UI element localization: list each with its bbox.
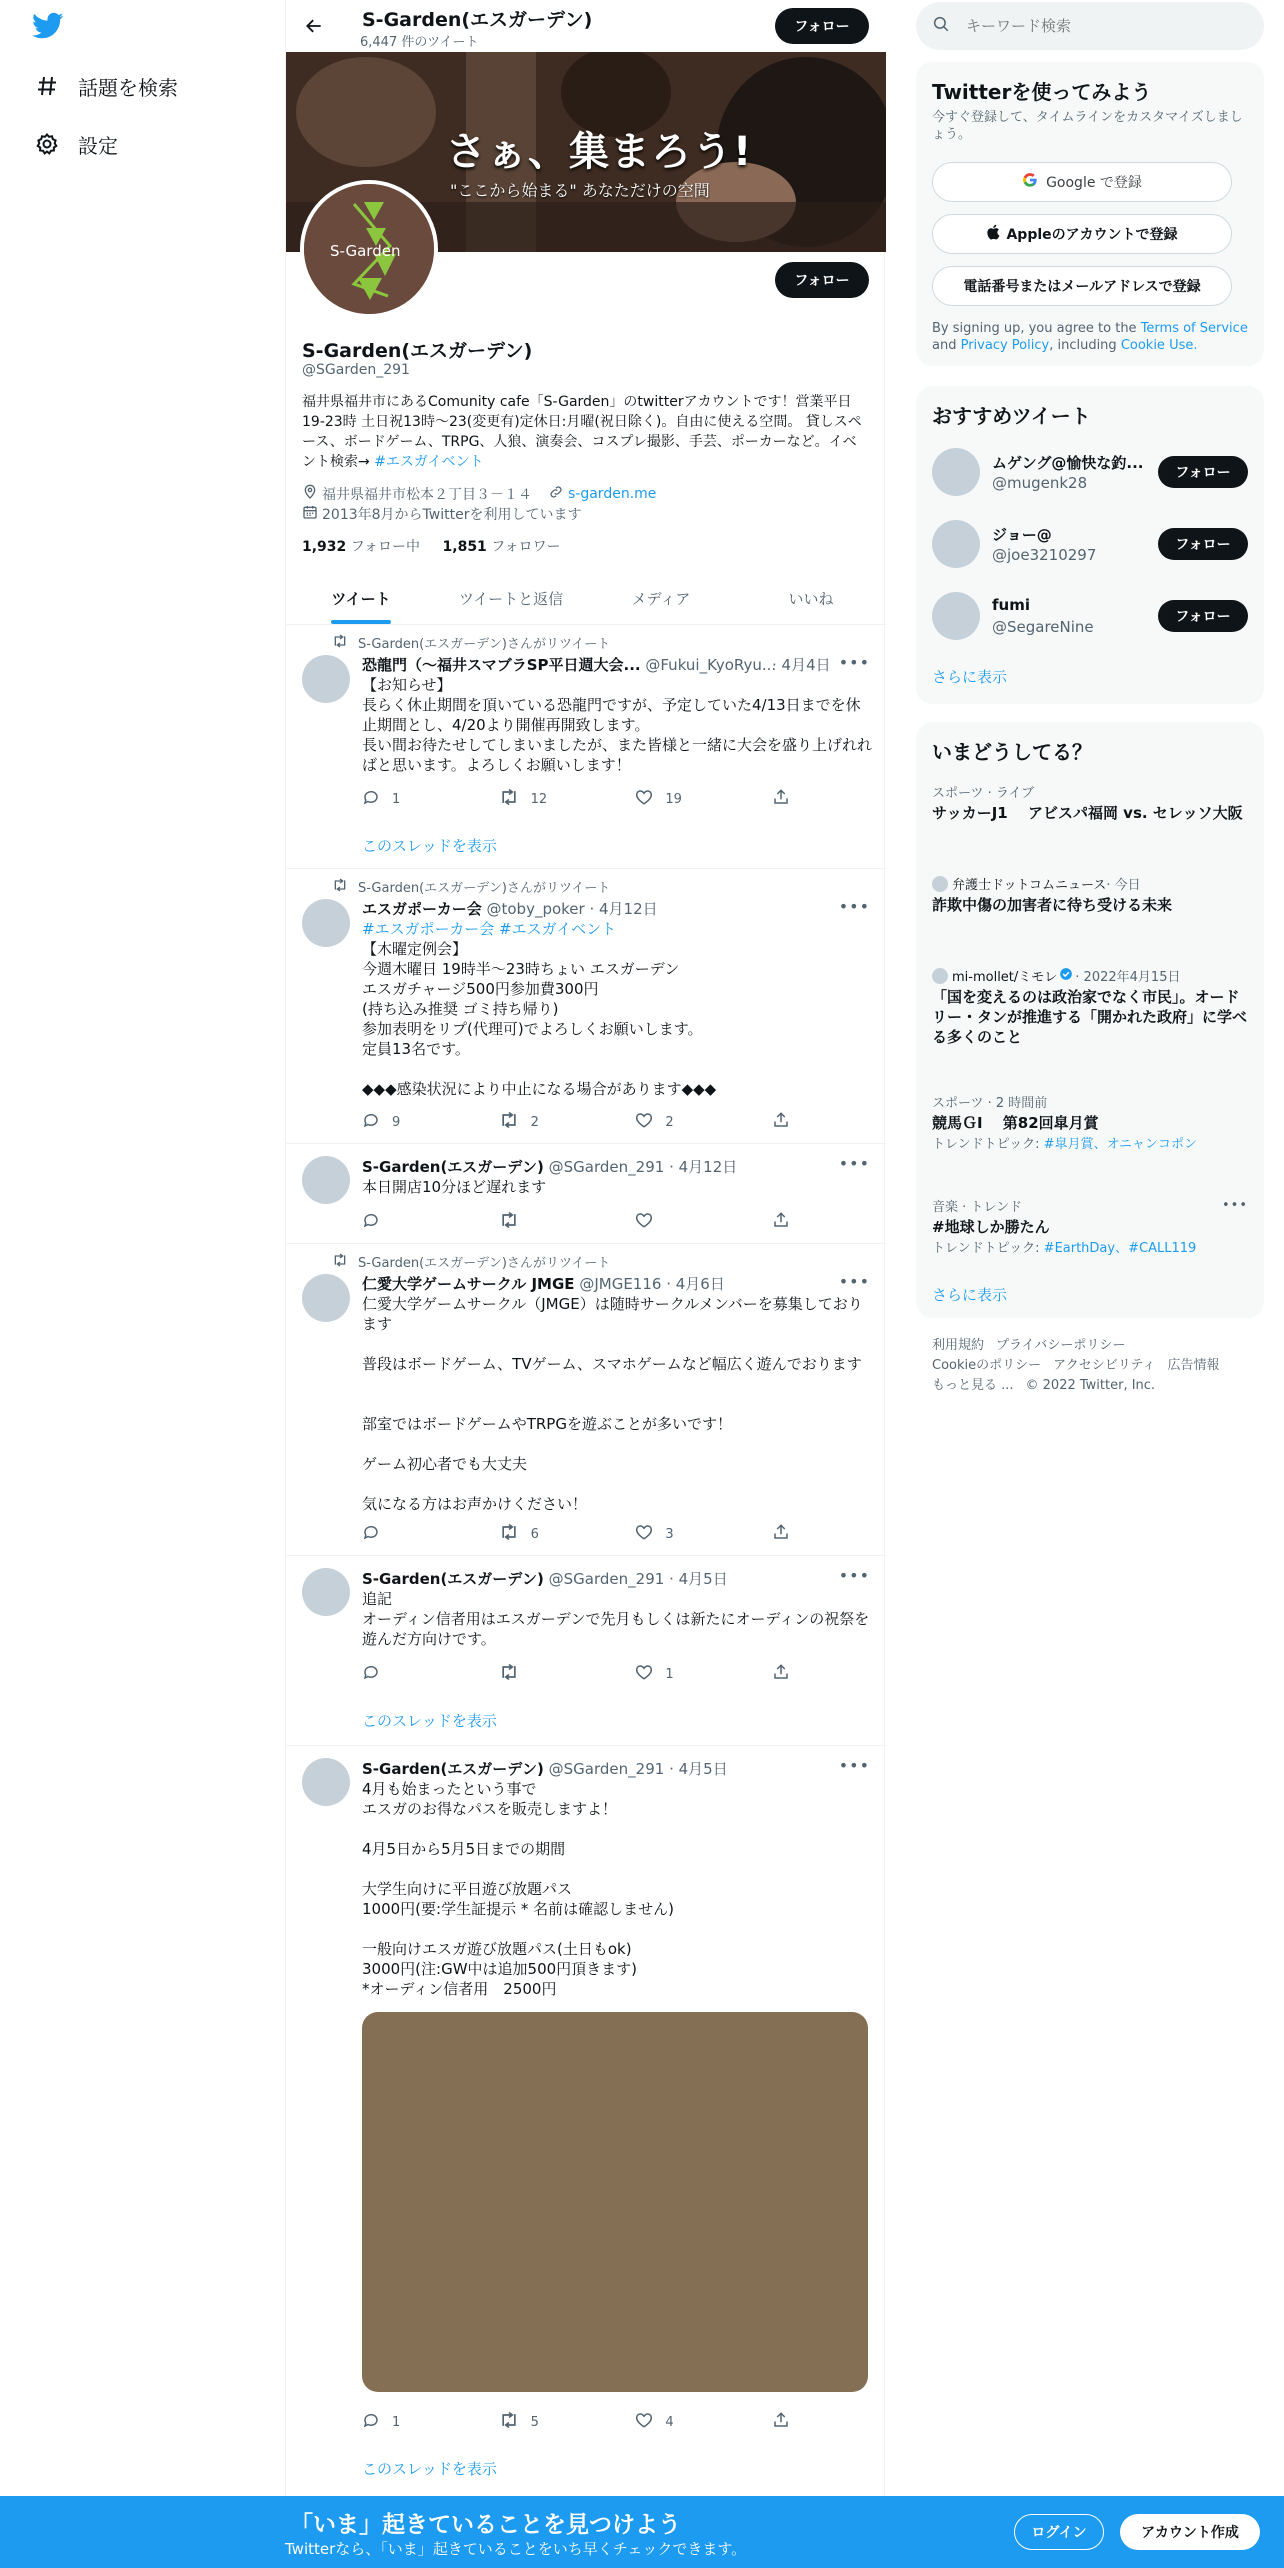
trend-title: 「国を変えるのは政治家でなく市民」。オードリー・タンが推進する「開かれた政府」に学べる多くのこと — [932, 988, 1248, 1046]
hashtag-icon — [32, 74, 62, 98]
recommended-title: おすすめツイート — [932, 404, 1091, 428]
trend-sub-tags[interactable]: #皐月賞、オニャンコポン — [1043, 1137, 1198, 1152]
show-thread-link[interactable]: このスレッドを表示 — [362, 2460, 497, 2478]
profile-header-bar — [286, 0, 886, 52]
like-count: 2 — [665, 1114, 674, 1130]
more-icon[interactable]: ••• — [838, 653, 870, 672]
share-icon — [772, 788, 802, 810]
retweet-context — [332, 633, 610, 652]
tweet-date[interactable]: · 4月5日 — [669, 1570, 728, 1588]
retweet-count: 6 — [530, 1526, 539, 1542]
like-count: 19 — [665, 791, 682, 807]
trend-item[interactable] — [932, 1092, 1248, 1153]
tweet-avatar[interactable] — [302, 655, 350, 703]
profile-bio-text: 福井県福井市にあるComunity cafe「S-Garden」のtwitterアカウントです！営業平日19-23時 土日祝13時〜23(変更有)定休日:月曜(祝日除く)。自由に使える空間。 貸しスペース、ボードゲーム、TRPG、人狼、演奏会、コスプレ撮影、手芸、ポーカーなど。イベント検索→ — [302, 394, 862, 470]
heart-icon — [635, 1111, 665, 1133]
retweet-icon — [499, 1111, 531, 1133]
profile-location: 福井県福井市松本２丁目３－１４ — [322, 487, 532, 503]
recommended-show-more[interactable]: さらに表示 — [932, 668, 1008, 686]
footer-link[interactable]: Cookieのポリシー — [932, 1358, 1042, 1373]
tweet-author-name[interactable]: エスガポーカー会 — [362, 900, 482, 918]
header-follow-button[interactable]: フォロー — [775, 8, 869, 44]
signup-button[interactable]: アカウント作成 — [1120, 2514, 1260, 2550]
apple-signup-label: Appleのアカウントで登録 — [1006, 227, 1178, 243]
reply-count: 1 — [392, 2414, 401, 2430]
trend-title: 競馬ＧⅠ 第82回皐月賞 — [932, 1114, 1099, 1132]
phone-email-signup-button[interactable]: 電話番号またはメールアドレスで登録 — [932, 266, 1232, 306]
search-input[interactable] — [966, 17, 1226, 35]
like-button[interactable] — [635, 2412, 735, 2432]
header-title: S-Garden(エスガーデン) — [362, 9, 593, 31]
tweet-header — [362, 1273, 870, 1294]
google-signup-button[interactable] — [932, 162, 1232, 202]
share-icon — [772, 2411, 802, 2433]
apple-signup-button[interactable] — [932, 214, 1232, 254]
profile-tabs — [286, 572, 886, 625]
trend-title: #地球しか勝たん — [932, 1218, 1050, 1236]
heart-icon — [635, 1523, 665, 1545]
legal-including: , including — [1049, 338, 1121, 353]
retweet-context — [332, 877, 610, 896]
retweet-icon — [499, 2411, 531, 2433]
heart-icon — [635, 788, 665, 810]
nav-settings[interactable] — [32, 124, 118, 164]
more-icon[interactable]: ••• — [838, 1566, 870, 1585]
following-link[interactable] — [302, 539, 420, 555]
share-icon — [772, 1211, 802, 1233]
tweet-avatar[interactable] — [302, 1156, 350, 1204]
reply-icon — [362, 788, 392, 810]
tweet-item[interactable] — [286, 1556, 886, 1746]
reply-button[interactable] — [362, 1212, 462, 1232]
recommended-user-handle: @SegareNine — [992, 618, 1094, 636]
apple-icon — [986, 224, 1000, 244]
tweet-author-name[interactable]: S-Garden(エスガーデン) — [362, 1760, 544, 1778]
trend-item[interactable] — [932, 1196, 1248, 1257]
like-count: 1 — [665, 1666, 674, 1682]
share-button[interactable] — [772, 1112, 792, 1132]
tweet-actions — [362, 1212, 792, 1232]
heart-icon — [635, 2411, 665, 2433]
share-button[interactable] — [772, 1524, 792, 1544]
trend-sub-tags[interactable]: #EarthDay、#CALL119 — [1043, 1241, 1197, 1256]
retweet-icon — [332, 1253, 358, 1271]
signup-desc: 今すぐ登録して、タイムラインをカスタマイズしましょう。 — [932, 110, 1243, 142]
profile-bio-hashtag[interactable]: #エスガイベント — [374, 454, 484, 470]
retweet-icon — [499, 1523, 531, 1545]
tweet-actions — [362, 1112, 792, 1132]
tweet-header — [362, 1156, 870, 1177]
tweet-author-handle[interactable]: @Fukui_KyoRyu... — [645, 656, 777, 674]
tweet-item[interactable] — [286, 1746, 886, 2496]
avatar-logo-text: S-Garden — [330, 242, 401, 260]
trend-meta — [932, 874, 1248, 893]
tweet-author-name[interactable]: 恐龍門（～福井スマブラSP平日週大会... — [362, 656, 641, 674]
avatar[interactable] — [932, 520, 980, 568]
publisher-avatar — [932, 876, 948, 892]
trend-meta — [932, 966, 1248, 985]
banner-headline: さぁ、集まろう! — [446, 129, 753, 175]
tweet-avatar[interactable] — [302, 1568, 350, 1616]
tweet-text: 4月も始まったという事で エスガのお得なパスを販売しますよ！ 4月5日から5月5日までの期間 大学生向けに平日遊び放題パス 1000円(要:学生証提示 * 名前は確認しません) 一般向けエスガ遊び放題パス(土日もok) 3000円(注:GW中は追加500円頂きます) *オーディン信者用 2500円 — [362, 1780, 674, 1998]
reply-icon — [362, 1111, 392, 1133]
share-icon — [772, 1663, 802, 1685]
trends-card — [916, 722, 1264, 1318]
retweet-context — [332, 1252, 610, 1271]
follow-button[interactable]: フォロー — [1158, 456, 1248, 488]
tweet-actions — [362, 1664, 792, 1684]
tweet-author-name[interactable]: 仁愛大学ゲームサークル JMGE — [362, 1275, 575, 1293]
tweet-header — [362, 1758, 870, 1779]
trend-sub-label: トレンドトピック: — [932, 1241, 1044, 1256]
tweet-author-handle[interactable]: @SGarden_291 — [548, 1158, 665, 1176]
retweet-label: S-Garden(エスガーデン)さんがリツイート — [358, 1256, 611, 1271]
login-button[interactable]: ログイン — [1014, 2514, 1104, 2550]
tweet-text: 【木曜定例会】 今週木曜日 19時半〜23時ちょい エスガーデン エスガチャージ500円参加費300円 (持ち込み推奨 ゴミ持ち帰り) 参加表明をリプ(代理可)でよろしくお願いします。 定員13名です。 ◆◆◆感染状況により中止になる場合があります◆◆◆ — [362, 940, 717, 1098]
tweet-header — [362, 1568, 870, 1589]
reply-icon — [362, 2411, 392, 2433]
tweet-text: 【お知らせ】 長らく休止期間を頂いている恐龍門ですが、予定していた4/13日までを休止期間とし、4/20より開催再開致します。 長い間お待たせしてしまいましたが、また皆様と一緒に大会を盛り上げれればと思います。よろしくお願いします！ — [362, 676, 873, 774]
followers-count: 1,851 — [442, 539, 487, 555]
avatar[interactable] — [932, 448, 980, 496]
heart-icon — [635, 1663, 665, 1685]
tab-tweets-replies[interactable]: ツイートと返信 — [458, 589, 564, 608]
tweet-header — [362, 654, 806, 675]
retweet-button[interactable] — [499, 1212, 599, 1232]
like-button[interactable] — [635, 1112, 735, 1132]
like-button[interactable] — [635, 1212, 735, 1232]
retweet-button[interactable] — [499, 1112, 599, 1132]
recommended-user[interactable] — [916, 580, 1264, 652]
share-icon — [772, 1111, 802, 1133]
profile-joined-row — [302, 504, 581, 524]
recommended-user[interactable] — [916, 508, 1264, 580]
tweet-header — [362, 898, 870, 919]
tos-link[interactable]: Terms of Service — [1140, 321, 1248, 336]
retweet-button[interactable] — [499, 789, 599, 809]
tweet-text: 本日開店10分ほど遅れます — [362, 1178, 547, 1196]
publisher-avatar — [932, 968, 948, 984]
share-button[interactable] — [772, 1212, 792, 1232]
tweet-text: 追記 オーディン信者用はエスガーデンで先月もしくは新たにオーディンの祝祭を遊んだ方向けです。 — [362, 1590, 870, 1648]
recommended-user-name[interactable]: ジョー@ — [992, 526, 1052, 544]
share-icon — [772, 1523, 802, 1545]
google-icon — [1022, 172, 1038, 192]
trend-meta: スポーツ · ライブ — [932, 786, 1035, 801]
footer-link[interactable]: アクセシビリティ — [1053, 1358, 1156, 1373]
retweet-icon — [499, 788, 531, 810]
tweet-actions — [362, 2412, 792, 2432]
signup-card — [916, 62, 1264, 366]
login-prompt-bar — [0, 2496, 1284, 2568]
tweet-media-image[interactable] — [362, 2012, 868, 2392]
nav-explore[interactable] — [32, 66, 178, 106]
like-count: 4 — [665, 2414, 674, 2430]
tweet-avatar[interactable] — [302, 1274, 350, 1322]
retweet-icon — [499, 1211, 531, 1233]
more-icon[interactable]: ••• — [838, 1756, 870, 1775]
tweet-actions — [362, 1524, 792, 1544]
trend-more-icon[interactable]: ••• — [1221, 1198, 1248, 1213]
more-icon[interactable]: ••• — [838, 1272, 870, 1291]
legal-text: By signing up, you agree to the — [932, 321, 1141, 336]
footer-links — [932, 1336, 1252, 1396]
retweet-button[interactable] — [499, 1664, 599, 1684]
following-label: フォロー中 — [350, 539, 421, 555]
following-count: 1,932 — [302, 539, 347, 555]
recommended-user-name[interactable]: fumi — [992, 596, 1030, 614]
followers-label: フォロワー — [491, 539, 561, 555]
tweet-author-handle[interactable]: @JMGE116 — [579, 1275, 662, 1293]
tweet-date[interactable]: · 4月12日 — [589, 900, 658, 918]
reply-icon — [362, 1211, 392, 1233]
retweet-label: S-Garden(エスガーデン)さんがリツイート — [358, 881, 611, 896]
tab-tweets[interactable]: ツイート — [286, 572, 436, 624]
trend-item[interactable] — [932, 782, 1248, 823]
more-icon[interactable]: ••• — [838, 1154, 870, 1173]
nav-settings-label: 設定 — [78, 133, 118, 158]
tweet-item[interactable] — [286, 1244, 886, 1556]
back-arrow-icon[interactable] — [300, 12, 328, 40]
bottom-title: 「いま」起きていることを見つけよう — [290, 2512, 681, 2538]
recommended-user-handle: @mugenk28 — [992, 474, 1088, 492]
search-icon — [932, 15, 950, 37]
trend-time: · 2022年4月15日 — [1075, 970, 1181, 985]
tweet-author-name[interactable]: S-Garden(エスガーデン) — [362, 1570, 544, 1588]
follow-button[interactable]: フォロー — [1158, 600, 1248, 632]
show-thread-link[interactable]: このスレッドを表示 — [362, 1712, 497, 1730]
show-thread-link[interactable]: このスレッドを表示 — [362, 837, 497, 855]
signup-title: Twitterを使ってみよう — [932, 80, 1152, 104]
reply-count: 1 — [392, 791, 401, 807]
tweet-author-handle[interactable]: @SGarden_291 — [548, 1760, 665, 1778]
retweet-count: 5 — [530, 2414, 539, 2430]
trends-title: いまどうしてる？ — [932, 740, 1092, 764]
recommended-card — [916, 386, 1264, 704]
retweet-count: 2 — [530, 1114, 539, 1130]
trend-meta: スポーツ · 2 時間前 — [932, 1096, 1048, 1111]
reply-button[interactable] — [362, 1524, 462, 1544]
recommended-user[interactable] — [916, 436, 1264, 508]
trend-meta: 音楽 · トレンド — [932, 1200, 1023, 1215]
footer-link[interactable]: プライバシーポリシー — [996, 1338, 1126, 1353]
tweet-item[interactable] — [286, 1144, 886, 1244]
tweet-date[interactable]: · 4月12日 — [669, 1158, 738, 1176]
trend-publisher: mi-mollet/ミモレ — [952, 970, 1058, 985]
avatar[interactable] — [932, 592, 980, 640]
footer-link[interactable]: もっと見る ... — [932, 1378, 1014, 1393]
profile-website[interactable]: s-garden.me — [568, 486, 657, 502]
retweet-icon — [332, 878, 358, 896]
trend-title: 詐欺中傷の加害者に待ち受ける未来 — [932, 896, 1173, 914]
recommended-user-handle: @joe3210297 — [992, 546, 1097, 564]
tweet-author-handle[interactable]: @SGarden_291 — [548, 1570, 665, 1588]
trend-title: サッカーJ1 アビスパ福岡 vs. セレッソ大阪 — [932, 804, 1243, 822]
followers-link[interactable] — [443, 539, 561, 555]
privacy-link[interactable]: Privacy Policy — [960, 338, 1050, 353]
tweet-actions — [362, 789, 792, 809]
copyright: © 2022 Twitter, Inc. — [1025, 1378, 1156, 1393]
share-button[interactable] — [772, 2412, 792, 2432]
tweet-item[interactable] — [286, 625, 886, 869]
calendar-icon — [302, 504, 322, 524]
share-button[interactable] — [772, 1664, 792, 1684]
tweet-hashtags[interactable]: #エスガポーカー会 #エスガイベント — [362, 920, 617, 938]
trend-publisher: 弁護士ドットコムニュース — [952, 878, 1107, 893]
trend-item[interactable] — [932, 874, 1248, 915]
twitter-logo-icon[interactable] — [32, 12, 66, 46]
profile-name: S-Garden(エスガーデン) — [302, 340, 533, 362]
like-button[interactable] — [635, 789, 735, 809]
tab-likes[interactable]: いいね — [788, 589, 834, 608]
reply-button[interactable] — [362, 789, 462, 809]
more-icon[interactable]: ••• — [838, 897, 870, 916]
heart-icon — [635, 1211, 665, 1233]
link-icon — [548, 484, 568, 504]
trends-show-more[interactable]: さらに表示 — [932, 1286, 1008, 1304]
trend-sub — [932, 1137, 1248, 1153]
gear-icon — [32, 132, 62, 156]
profile-stats — [302, 536, 561, 556]
reply-icon — [362, 1523, 392, 1545]
tweet-avatar[interactable] — [302, 899, 350, 947]
tweet-date[interactable]: · 4月5日 — [669, 1760, 728, 1778]
bottom-subtitle: Twitterなら、「いま」起きていることをいち早くチェックできます。 — [285, 2540, 747, 2558]
profile-meta-row — [302, 484, 656, 504]
location-icon — [302, 484, 322, 504]
share-button[interactable] — [772, 789, 792, 809]
google-signup-label: Google で登録 — [1046, 175, 1142, 191]
profile-joined: 2013年8月からTwitterを利用しています — [322, 507, 582, 523]
profile-avatar[interactable] — [300, 180, 438, 318]
like-button[interactable] — [635, 1524, 735, 1544]
recommended-user-name[interactable]: ムゲング@愉快な釣... — [992, 454, 1144, 472]
tweet-avatar[interactable] — [302, 1758, 350, 1806]
retweet-count: 12 — [530, 791, 548, 807]
tweet-author-handle[interactable]: @toby_poker — [486, 900, 585, 918]
profile-bio — [302, 392, 868, 472]
nav-explore-label: 話題を検索 — [78, 75, 178, 100]
like-button[interactable] — [635, 1664, 735, 1684]
tweet-text: 仁愛大学ゲームサークル（JMGE）は随時サークルメンバーを募集しております 普段はボードゲーム、TVゲーム、スマホゲームなど幅広く遊んでおります 部室ではボードゲームやTRPGを遊ぶことが多いです！ ゲーム初心者でも大丈夫 気になる方はお声かけください！ — [362, 1295, 863, 1513]
trend-time: · 今日 — [1106, 878, 1141, 893]
search-box[interactable] — [916, 2, 1264, 50]
banner-subline: "ここから始まる" あなただけの空間 — [450, 181, 710, 200]
verified-icon — [1059, 967, 1073, 985]
tab-media[interactable]: メディア — [631, 589, 691, 608]
legal-and: and — [932, 338, 961, 353]
left-sidebar — [0, 0, 285, 2568]
tweet-author-name[interactable]: S-Garden(エスガーデン) — [362, 1158, 544, 1176]
trend-sub — [932, 1241, 1248, 1257]
footer-link[interactable]: 利用規約 — [932, 1338, 985, 1353]
tweet-date[interactable]: · 4月6日 — [666, 1275, 725, 1293]
retweet-icon — [499, 1663, 531, 1685]
tweet-date[interactable]: · 4月4日 — [772, 656, 831, 674]
footer-link[interactable]: 広告情報 — [1167, 1358, 1220, 1373]
reply-button[interactable] — [362, 1112, 462, 1132]
main-column — [285, 0, 885, 2568]
profile-follow-button[interactable]: フォロー — [775, 262, 869, 298]
retweet-button[interactable] — [499, 1524, 599, 1544]
like-count: 3 — [665, 1526, 674, 1542]
profile-handle: @SGarden_291 — [302, 362, 410, 378]
reply-button[interactable] — [362, 1664, 462, 1684]
reply-icon — [362, 1663, 392, 1685]
retweet-icon — [332, 634, 358, 652]
header-tweet-count: 6,447 件のツイート — [360, 35, 479, 50]
reply-count: 9 — [392, 1114, 401, 1130]
follow-button[interactable]: フォロー — [1158, 528, 1248, 560]
signup-legal — [932, 320, 1252, 354]
cookie-link[interactable]: Cookie Use. — [1120, 338, 1198, 353]
retweet-label: S-Garden(エスガーデン)さんがリツイート — [358, 637, 611, 652]
tweet-item[interactable] — [286, 869, 886, 1144]
trend-item[interactable] — [932, 966, 1248, 1047]
retweet-button[interactable] — [499, 2412, 599, 2432]
reply-button[interactable] — [362, 2412, 462, 2432]
trend-sub-label: トレンドトピック: — [932, 1137, 1044, 1152]
